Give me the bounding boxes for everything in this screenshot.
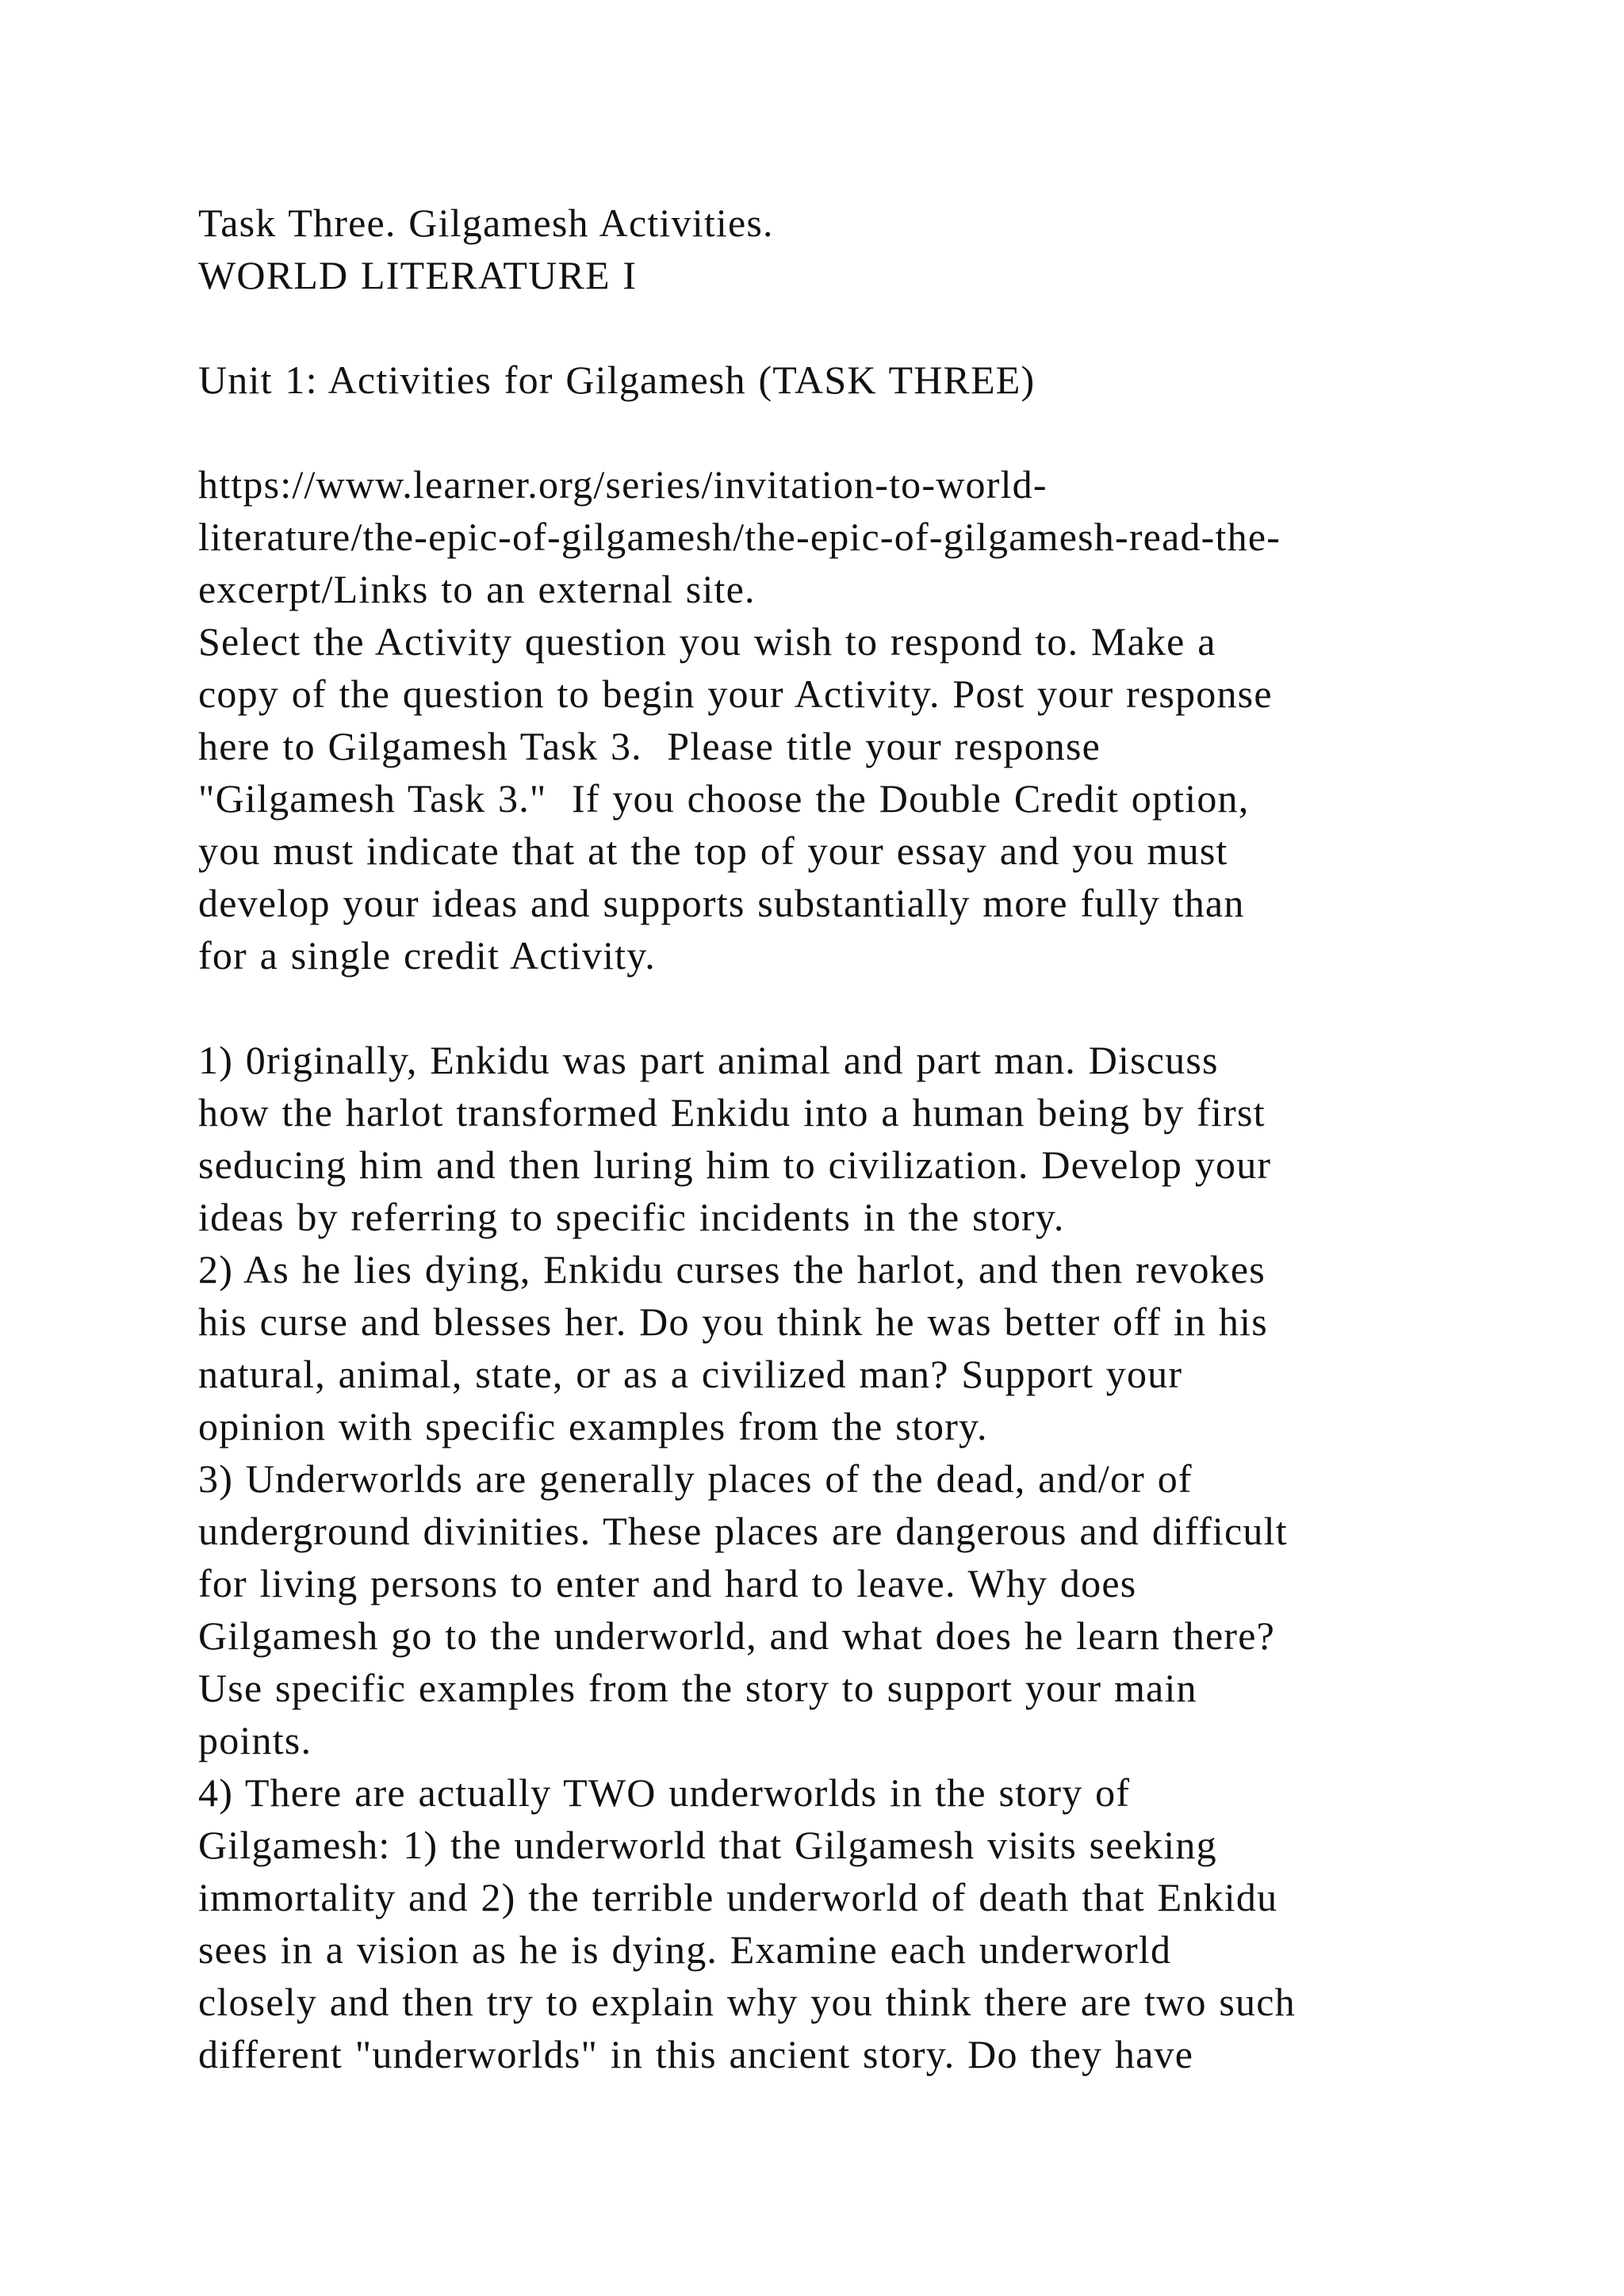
text-line: 1) 0riginally, Enkidu was part animal and part man. Discuss (198, 1038, 1219, 1082)
text-line: opinion with specific examples from the story. (198, 1404, 988, 1448)
text-line: immortality and 2) the terrible underworld of death that Enkidu (198, 1875, 1278, 1919)
text-line: copy of the question to begin your Activity. Post your response (198, 672, 1273, 716)
text-line: WORLD LITERATURE I (198, 253, 638, 297)
text-line: closely and then try to explain why you think there are two such (198, 1980, 1296, 2024)
text-line: excerpt/Links to an external site. (198, 567, 756, 611)
text-line: you must indicate that at the top of your essay and you must (198, 828, 1228, 873)
text-line: how the harlot transformed Enkidu into a human being by first (198, 1090, 1266, 1135)
document-body (198, 197, 1499, 2080)
text-line: sees in a vision as he is dying. Examine each underworld (198, 1927, 1172, 1972)
paragraph-gap (198, 406, 1499, 458)
text-line: natural, animal, state, or as a civilized man? Support your (198, 1352, 1183, 1396)
text-line: Unit 1: Activities for Gilgamesh (TASK THREE) (198, 358, 1036, 402)
text-line: Use specific examples from the story to support your main (198, 1666, 1197, 1710)
paragraph-gap (198, 301, 1499, 354)
text-line: 2) As he lies dying, Enkidu curses the harlot, and then revokes (198, 1247, 1266, 1292)
text-line: ideas by referring to specific incidents in the story. (198, 1195, 1065, 1239)
text-line: "Gilgamesh Task 3." If you choose the Double Credit option, (198, 776, 1250, 821)
text-line: https://www.learner.org/series/invitation-to-world- (198, 462, 1048, 507)
text-line: here to Gilgamesh Task 3. Please title your response (198, 724, 1101, 768)
text-line: 4) There are actually TWO underworlds in the story of (198, 1770, 1131, 1815)
paragraph-gap (198, 982, 1499, 1034)
text-line: 3) Underworlds are generally places of the dead, and/or of (198, 1456, 1193, 1501)
text-line: his curse and blesses her. Do you think he was better off in his (198, 1299, 1268, 1344)
text-line: for living persons to enter and hard to leave. Why does (198, 1561, 1137, 1605)
text-line: points. (198, 1718, 312, 1762)
text-line: seducing him and then luring him to civilization. Develop your (198, 1142, 1272, 1187)
text-line: Task Three. Gilgamesh Activities. (198, 201, 774, 245)
text-line: different "underworlds" in this ancient story. Do they have (198, 2032, 1194, 2076)
text-line: underground divinities. These places are dangerous and difficult (198, 1509, 1288, 1553)
text-line: literature/the-epic-of-gilgamesh/the-epic-of-gilgamesh-read-the- (198, 515, 1281, 559)
text-line: Select the Activity question you wish to respond to. Make a (198, 619, 1216, 664)
text-line: Gilgamesh: 1) the underworld that Gilgamesh visits seeking (198, 1823, 1217, 1867)
text-line: Gilgamesh go to the underworld, and what does he learn there? (198, 1613, 1276, 1658)
text-line: for a single credit Activity. (198, 933, 656, 978)
text-line: develop your ideas and supports substantially more fully than (198, 881, 1245, 925)
